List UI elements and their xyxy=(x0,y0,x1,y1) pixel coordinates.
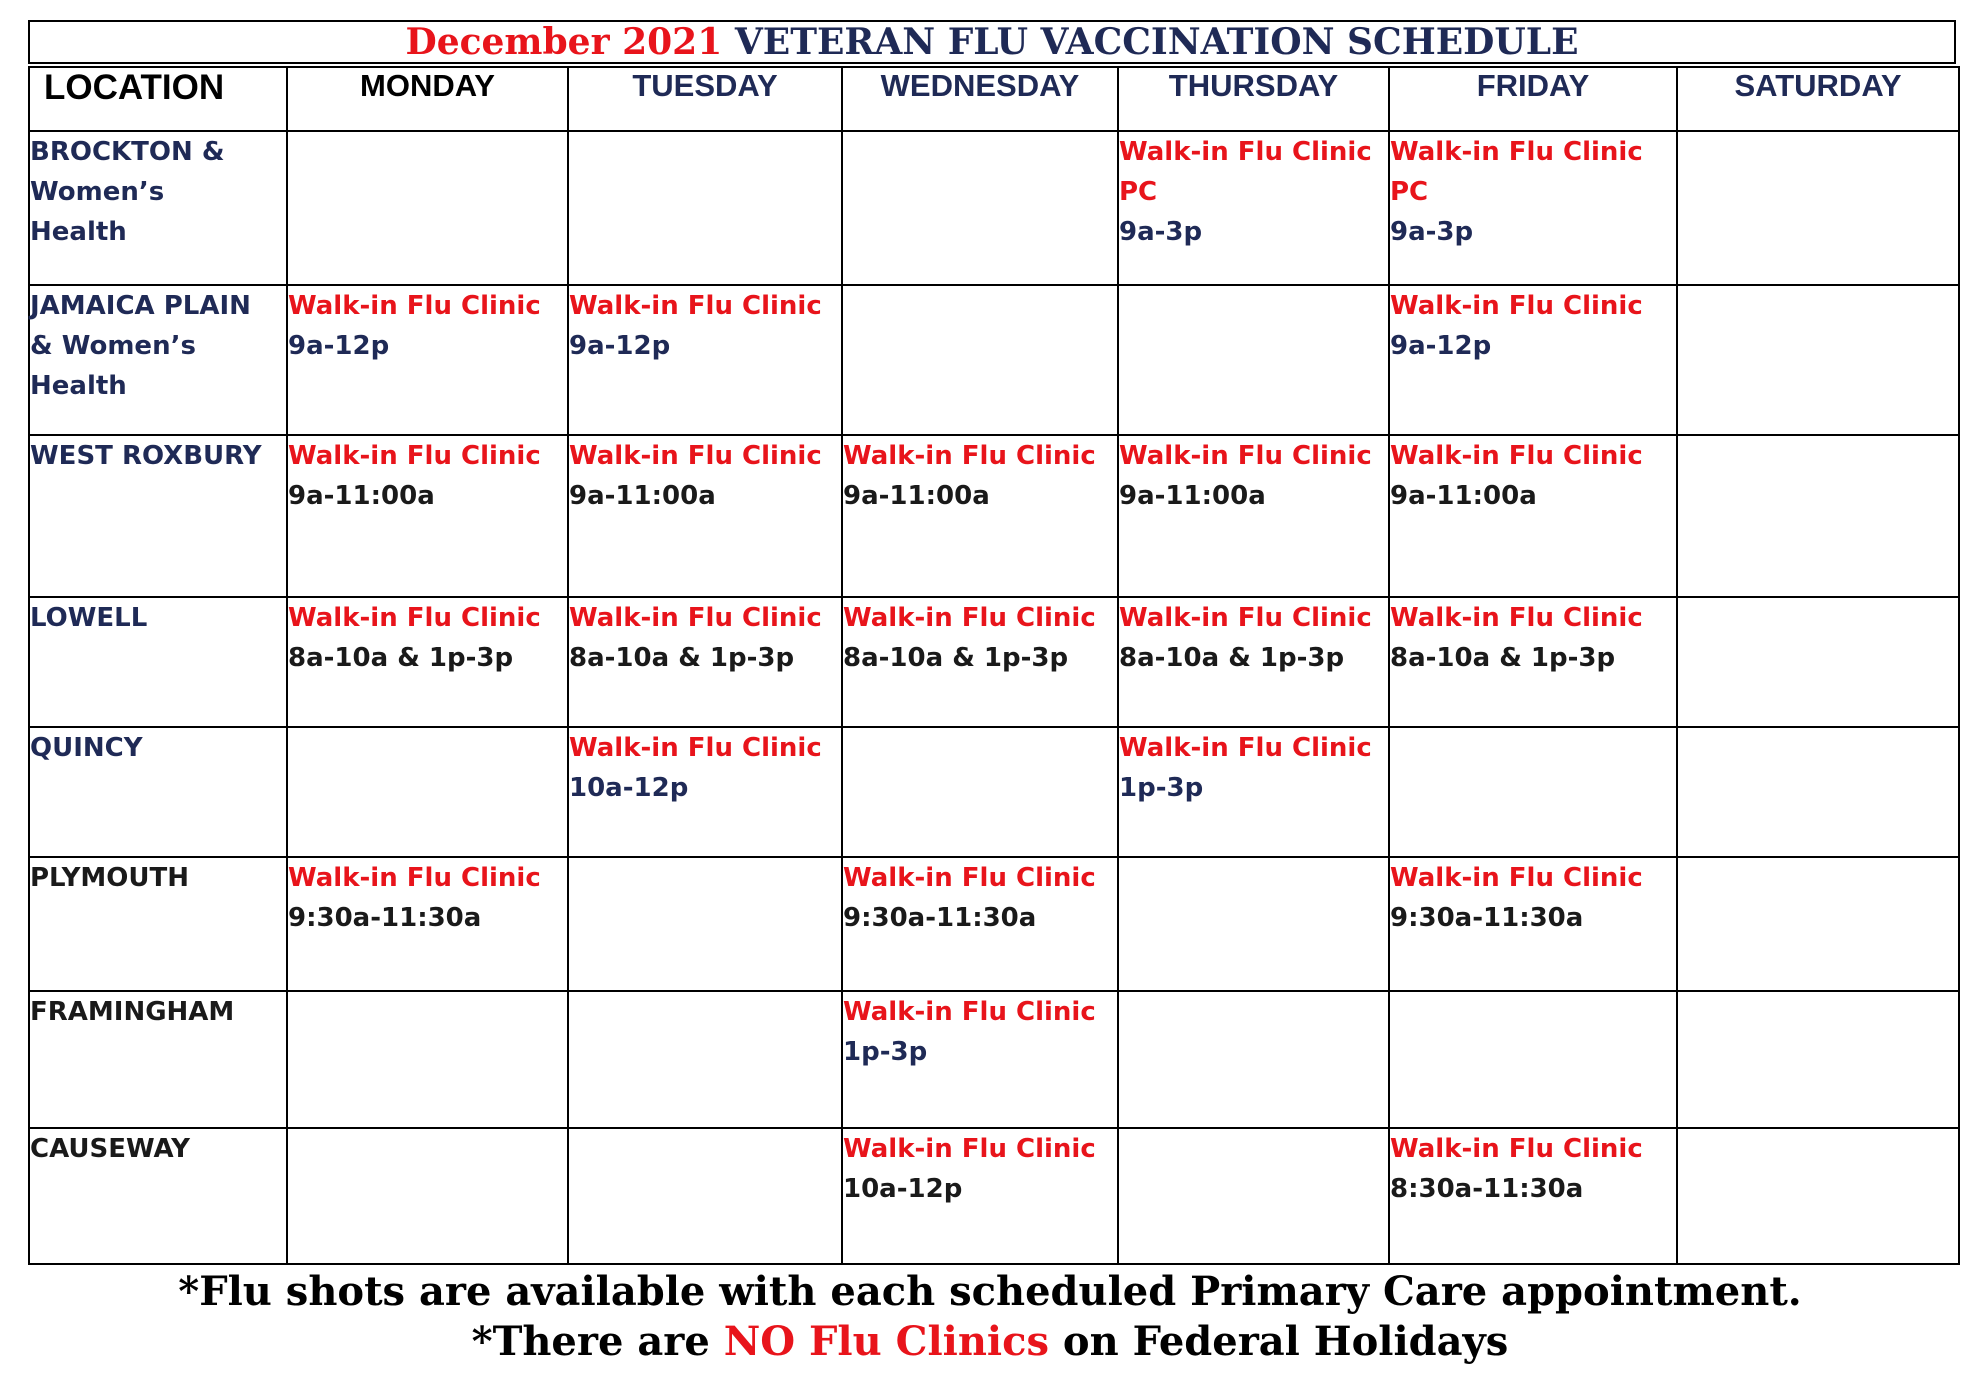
clinic-label: Walk-in Flu Clinic xyxy=(1119,137,1372,167)
schedule-cell-saturday xyxy=(1677,285,1959,435)
schedule-cell-saturday xyxy=(1677,727,1959,857)
clinic-label: Walk-in Flu Clinic xyxy=(569,733,822,763)
location-cell xyxy=(29,857,287,991)
schedule-cell-wednesday xyxy=(842,285,1118,435)
table-row xyxy=(29,727,1959,857)
schedule-cell-thursday xyxy=(1118,285,1389,435)
clinic-hours: 9:30a-11:30a xyxy=(288,903,482,933)
schedule-cell-friday xyxy=(1389,857,1677,991)
schedule-cell-tuesday xyxy=(568,1128,842,1264)
schedule-cell-friday xyxy=(1389,285,1677,435)
location-name-line: CAUSEWAY xyxy=(30,1134,190,1164)
schedule-cell-wednesday xyxy=(842,1128,1118,1264)
schedule-cell-friday xyxy=(1389,727,1677,857)
header-tuesday: TUESDAY xyxy=(568,67,842,131)
table-row xyxy=(29,131,1959,285)
clinic-label: Walk-in Flu Clinic xyxy=(843,863,1096,893)
location-name-line: WEST ROXBURY xyxy=(30,441,262,471)
clinic-label: Walk-in Flu Clinic xyxy=(288,441,541,471)
clinic-sublabel: PC xyxy=(1390,177,1429,207)
schedule-cell-monday xyxy=(287,1128,568,1264)
clinic-hours: 9a-11:00a xyxy=(569,481,716,511)
clinic-label: Walk-in Flu Clinic xyxy=(843,603,1096,633)
clinic-hours: 9a-3p xyxy=(1390,217,1474,247)
schedule-cell-thursday xyxy=(1118,1128,1389,1264)
table-row xyxy=(29,435,1959,597)
schedule-cell-friday xyxy=(1389,991,1677,1128)
location-name-line: PLYMOUTH xyxy=(30,863,189,893)
clinic-hours: 9a-11:00a xyxy=(843,481,990,511)
schedule-cell-monday xyxy=(287,131,568,285)
location-cell xyxy=(29,131,287,285)
title-month: December 2021 xyxy=(405,21,723,63)
clinic-hours: 8a-10a & 1p-3p xyxy=(1390,643,1616,673)
location-cell xyxy=(29,991,287,1128)
header-location: LOCATION xyxy=(29,67,287,131)
header-thursday: THURSDAY xyxy=(1118,67,1389,131)
clinic-hours: 9a-3p xyxy=(1119,217,1203,247)
schedule-cell-thursday xyxy=(1118,991,1389,1128)
location-cell xyxy=(29,597,287,727)
schedule-body xyxy=(29,131,1959,1264)
clinic-hours: 10a-12p xyxy=(843,1174,963,1204)
clinic-hours: 9:30a-11:30a xyxy=(843,903,1037,933)
schedule-cell-wednesday xyxy=(842,727,1118,857)
clinic-hours: 8a-10a & 1p-3p xyxy=(1119,643,1345,673)
schedule-cell-monday xyxy=(287,435,568,597)
clinic-label: Walk-in Flu Clinic xyxy=(1119,603,1372,633)
schedule-cell-wednesday xyxy=(842,435,1118,597)
schedule-cell-tuesday xyxy=(568,435,842,597)
location-cell xyxy=(29,1128,287,1264)
clinic-label: Walk-in Flu Clinic xyxy=(1390,603,1643,633)
schedule-cell-saturday xyxy=(1677,1128,1959,1264)
header-friday: FRIDAY xyxy=(1389,67,1677,131)
clinic-hours: 9a-11:00a xyxy=(1119,481,1266,511)
location-cell xyxy=(29,285,287,435)
schedule-cell-friday xyxy=(1389,435,1677,597)
table-row xyxy=(29,991,1959,1128)
table-row xyxy=(29,597,1959,727)
schedule-title xyxy=(28,20,1956,64)
schedule-cell-saturday xyxy=(1677,597,1959,727)
schedule-cell-wednesday xyxy=(842,857,1118,991)
clinic-hours: 8a-10a & 1p-3p xyxy=(843,643,1069,673)
clinic-label: Walk-in Flu Clinic xyxy=(1119,733,1372,763)
clinic-label: Walk-in Flu Clinic xyxy=(1119,441,1372,471)
location-name-line: Women’s xyxy=(30,177,165,207)
schedule-cell-saturday xyxy=(1677,131,1959,285)
clinic-label: Walk-in Flu Clinic xyxy=(569,603,822,633)
schedule-cell-saturday xyxy=(1677,857,1959,991)
footnote-holidays-suffix: on Federal Holidays xyxy=(1049,1318,1509,1365)
clinic-label: Walk-in Flu Clinic xyxy=(1390,1134,1643,1164)
footnote-holidays-no-clinics: NO Flu Clinics xyxy=(723,1318,1049,1365)
location-name-line: Health xyxy=(30,371,127,401)
schedule-cell-monday xyxy=(287,991,568,1128)
schedule-cell-wednesday xyxy=(842,131,1118,285)
header-monday: MONDAY xyxy=(287,67,568,131)
schedule-cell-saturday xyxy=(1677,435,1959,597)
clinic-label: Walk-in Flu Clinic xyxy=(1390,291,1643,321)
clinic-hours: 9a-11:00a xyxy=(1390,481,1537,511)
clinic-label: Walk-in Flu Clinic xyxy=(569,291,822,321)
schedule-cell-tuesday xyxy=(568,131,842,285)
schedule-cell-monday xyxy=(287,727,568,857)
header-row xyxy=(29,67,1959,131)
location-name-line: & Women’s xyxy=(30,331,196,361)
location-name-line: Health xyxy=(30,217,127,247)
footnote-primary-care: *Flu shots are available with each scheduled Primary Care appointment. xyxy=(178,1268,1802,1315)
location-name-line: JAMAICA PLAIN xyxy=(30,291,251,321)
schedule-cell-wednesday xyxy=(842,991,1118,1128)
schedule-cell-thursday xyxy=(1118,131,1389,285)
footnote-holidays xyxy=(0,1318,1980,1365)
schedule-cell-tuesday xyxy=(568,991,842,1128)
schedule-cell-friday xyxy=(1389,597,1677,727)
clinic-hours: 1p-3p xyxy=(843,1037,928,1067)
schedule-cell-tuesday xyxy=(568,285,842,435)
clinic-hours: 9a-12p xyxy=(569,331,671,361)
clinic-label: Walk-in Flu Clinic xyxy=(843,441,1096,471)
header-wednesday: WEDNESDAY xyxy=(842,67,1118,131)
clinic-hours: 9a-11:00a xyxy=(288,481,435,511)
location-name-line: LOWELL xyxy=(30,603,148,633)
schedule-cell-monday xyxy=(287,597,568,727)
schedule-cell-thursday xyxy=(1118,597,1389,727)
schedule-cell-friday xyxy=(1389,1128,1677,1264)
clinic-label: Walk-in Flu Clinic xyxy=(288,863,541,893)
schedule-cell-friday xyxy=(1389,131,1677,285)
clinic-hours: 1p-3p xyxy=(1119,773,1204,803)
clinic-hours: 8:30a-11:30a xyxy=(1390,1174,1584,1204)
clinic-label: Walk-in Flu Clinic xyxy=(1390,441,1643,471)
schedule-cell-monday xyxy=(287,857,568,991)
title-text: VETERAN FLU VACCINATION SCHEDULE xyxy=(734,21,1579,63)
schedule-cell-thursday xyxy=(1118,435,1389,597)
schedule-cell-thursday xyxy=(1118,857,1389,991)
schedule-cell-tuesday xyxy=(568,727,842,857)
clinic-label: Walk-in Flu Clinic xyxy=(843,1134,1096,1164)
schedule-cell-wednesday xyxy=(842,597,1118,727)
clinic-sublabel: PC xyxy=(1119,177,1158,207)
clinic-label: Walk-in Flu Clinic xyxy=(843,997,1096,1027)
table-row xyxy=(29,285,1959,435)
schedule-cell-monday xyxy=(287,285,568,435)
schedule-cell-thursday xyxy=(1118,727,1389,857)
clinic-label: Walk-in Flu Clinic xyxy=(288,603,541,633)
schedule-cell-tuesday xyxy=(568,597,842,727)
clinic-hours: 9a-12p xyxy=(288,331,390,361)
clinic-label: Walk-in Flu Clinic xyxy=(1390,137,1643,167)
location-name-line: BROCKTON & xyxy=(30,137,225,167)
location-name-line: FRAMINGHAM xyxy=(30,997,235,1027)
schedule-cell-saturday xyxy=(1677,991,1959,1128)
location-name-line: QUINCY xyxy=(30,733,143,763)
clinic-label: Walk-in Flu Clinic xyxy=(1390,863,1643,893)
location-cell xyxy=(29,727,287,857)
location-cell xyxy=(29,435,287,597)
schedule-table xyxy=(28,66,1960,1265)
footnote-holidays-prefix: *There are xyxy=(471,1318,724,1365)
schedule-cell-tuesday xyxy=(568,857,842,991)
clinic-hours: 9:30a-11:30a xyxy=(1390,903,1584,933)
clinic-hours: 8a-10a & 1p-3p xyxy=(569,643,795,673)
clinic-hours: 8a-10a & 1p-3p xyxy=(288,643,514,673)
header-saturday: SATURDAY xyxy=(1677,67,1959,131)
clinic-hours: 10a-12p xyxy=(569,773,689,803)
clinic-hours: 9a-12p xyxy=(1390,331,1492,361)
table-row xyxy=(29,1128,1959,1264)
clinic-label: Walk-in Flu Clinic xyxy=(288,291,541,321)
table-row xyxy=(29,857,1959,991)
clinic-label: Walk-in Flu Clinic xyxy=(569,441,822,471)
